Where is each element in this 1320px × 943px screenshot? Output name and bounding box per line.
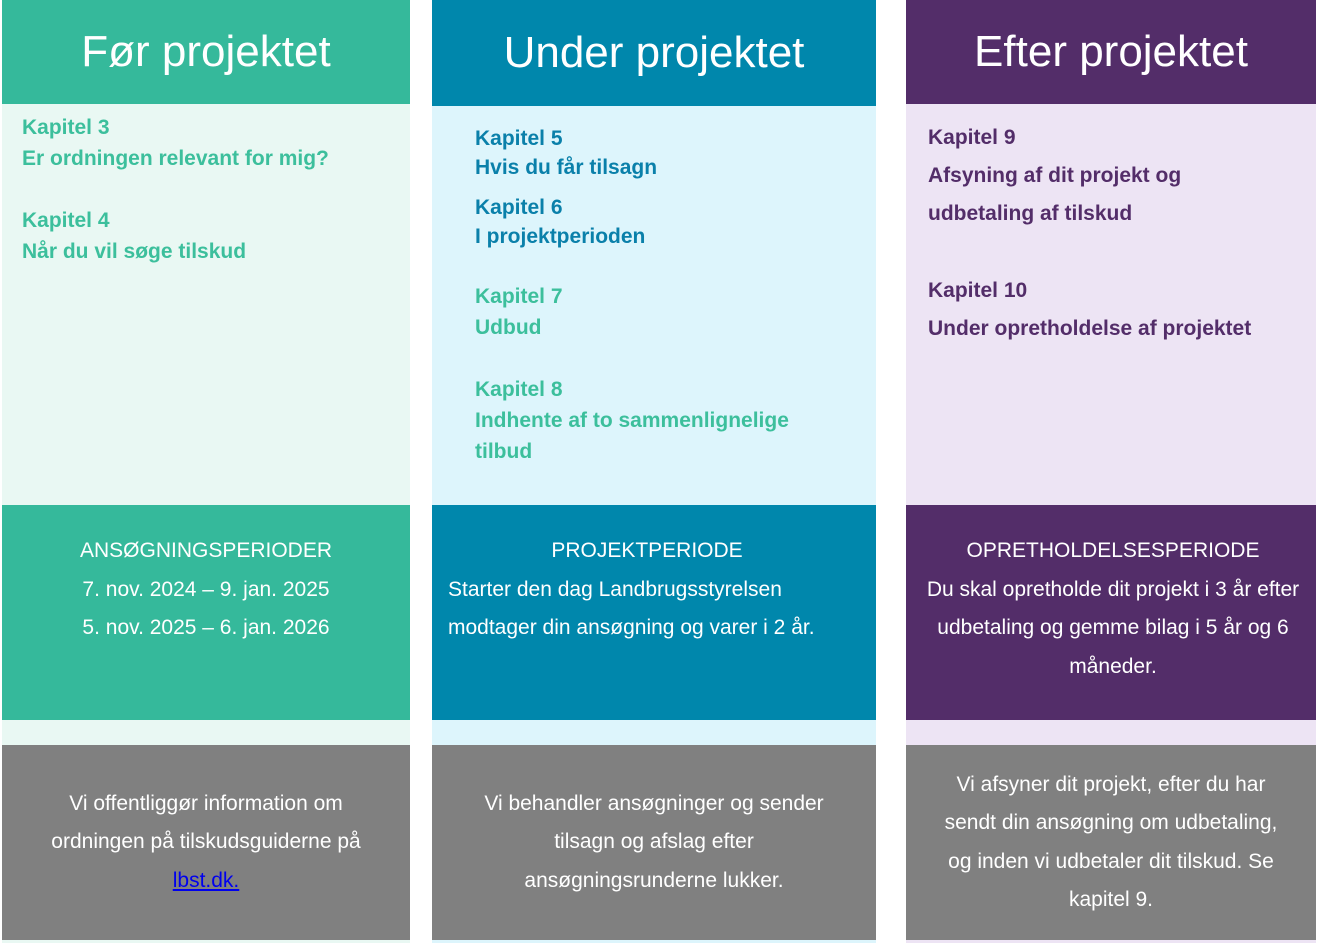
chapter-title: I projektperioden (475, 225, 646, 248)
chapter-title: Hvis du får tilsagn (475, 156, 658, 179)
period-box (906, 505, 1316, 720)
period-line: 5. nov. 2025 – 6. jan. 2026 (82, 616, 330, 639)
chapter-number: Kapitel 10 (928, 279, 1028, 302)
column-before-project (2, 0, 410, 943)
period-line: 7. nov. 2024 – 9. jan. 2025 (82, 577, 330, 601)
chapter-item[interactable] (22, 112, 329, 174)
note-text: Vi offentliggør information om ordningen på tilskudsguiderne på (51, 791, 361, 854)
column-header: Før projektet (2, 0, 410, 104)
period-heading: PROJEKTPERIODE (551, 539, 743, 562)
chapter-item[interactable] (928, 119, 1228, 233)
chapter-number: Kapitel 6 (475, 196, 563, 219)
chapter-title: Er ordningen relevant for mig? (22, 147, 329, 170)
period-box (2, 505, 410, 720)
period-heading: OPRETHOLDELSESPERIODE (966, 539, 1260, 562)
chapter-number: Kapitel 4 (22, 209, 110, 232)
chapter-number: Kapitel 5 (475, 127, 563, 150)
period-text: Du skal opretholde dit projekt i 3 år efter udbetaling og gemme bilag i 5 år og 6 måneder. (926, 577, 1300, 678)
note-text: Vi afsyner dit projekt, efter du har sendt din ansøgning om udbetaling, og inden vi udbetaler dit tilskud. Se kapitel 9. (944, 772, 1278, 911)
chapter-title: Udbud (475, 316, 542, 339)
column-header: Under projektet (432, 0, 876, 106)
chapter-title: Afsyning af dit projekt og udbetaling af tilskud (928, 164, 1182, 225)
chapter-item[interactable] (22, 205, 246, 267)
column-during-project (432, 0, 876, 943)
chapter-item[interactable] (475, 193, 645, 251)
column-header: Efter projektet (906, 0, 1316, 104)
lbst-link[interactable]: lbst.dk. (172, 868, 240, 892)
period-box (432, 505, 876, 720)
period-text: Starter den dag Landbrugsstyrelsen modtager din ansøgning og varer i 2 år. (448, 577, 815, 639)
chapter-item[interactable] (475, 374, 845, 467)
period-heading: ANSØGNINGSPERIODER (79, 539, 333, 562)
chapter-item[interactable] (475, 281, 563, 343)
note-box (906, 745, 1316, 940)
chapter-number: Kapitel 3 (22, 116, 110, 139)
chapter-number: Kapitel 9 (928, 126, 1016, 149)
chapter-title: Når du vil søge tilskud (22, 240, 247, 263)
column-after-project (906, 0, 1316, 943)
chapter-item[interactable] (928, 272, 1251, 348)
note-box (432, 745, 876, 940)
chapter-title: Under opretholdelse af projektet (928, 317, 1252, 340)
chapter-title: Indhente af to sammenlignelige tilbud (475, 409, 789, 463)
note-text: Vi behandler ansøgninger og sender tilsagn og afslag efter ansøgningsrunderne lukker. (484, 791, 824, 892)
chapter-item[interactable] (475, 124, 657, 182)
chapter-number: Kapitel 7 (475, 285, 563, 308)
chapter-number: Kapitel 8 (475, 378, 563, 401)
note-box (2, 745, 410, 940)
